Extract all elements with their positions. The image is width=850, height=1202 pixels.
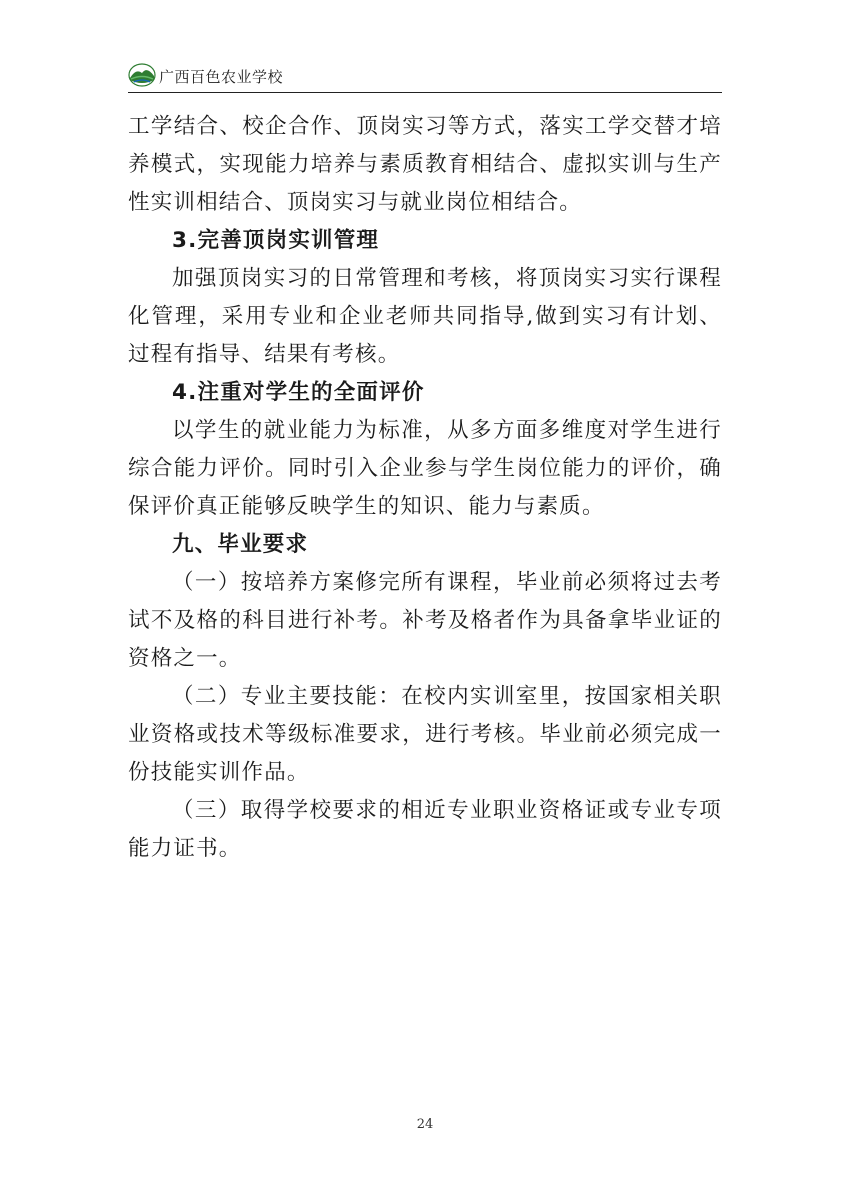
paragraph-internship-management: 加强顶岗实习的日常管理和考核，将顶岗实习实行课程化管理，采用专业和企业老师共同指导,做到实习有计划、过程有指导、结果有考核。 [128, 266, 722, 367]
requirement-item-2: （二）专业主要技能：在校内实训室里，按国家相关职业资格或技术等级标准要求，进行考核。毕业前必须完成一份技能实训作品。 [128, 684, 722, 785]
requirement-item-3: （三）取得学校要求的相近专业职业资格证或专业专项能力证书。 [128, 798, 722, 861]
page-header [128, 58, 722, 93]
school-logo-icon [128, 60, 156, 88]
section-heading-graduation-requirements: 九、毕业要求 [172, 532, 309, 557]
paragraph-comprehensive-evaluation: 以学生的就业能力为标准，从多方面多维度对学生进行综合能力评价。同时引入企业参与学生岗位能力的评价，确保评价真正能够反映学生的知识、能力与素质。 [128, 418, 722, 519]
document-body [128, 108, 722, 868]
requirement-item-1: （一）按培养方案修完所有课程，毕业前必须将过去考试不及格的科目进行补考。补考及格者作为具备拿毕业证的资格之一。 [128, 570, 722, 671]
heading-comprehensive-evaluation: 4.注重对学生的全面评价 [172, 380, 425, 405]
page-number: 24 [416, 1117, 434, 1132]
paragraph-work-study: 工学结合、校企合作、顶岗实习等方式，落实工学交替才培养模式，实现能力培养与素质教育相结合、虚拟实训与生产性实训相结合、顶岗实习与就业岗位相结合。 [128, 114, 722, 215]
heading-internship-management: 3.完善顶岗实训管理 [172, 228, 380, 253]
school-name: 广西百色农业学校 [159, 68, 284, 86]
